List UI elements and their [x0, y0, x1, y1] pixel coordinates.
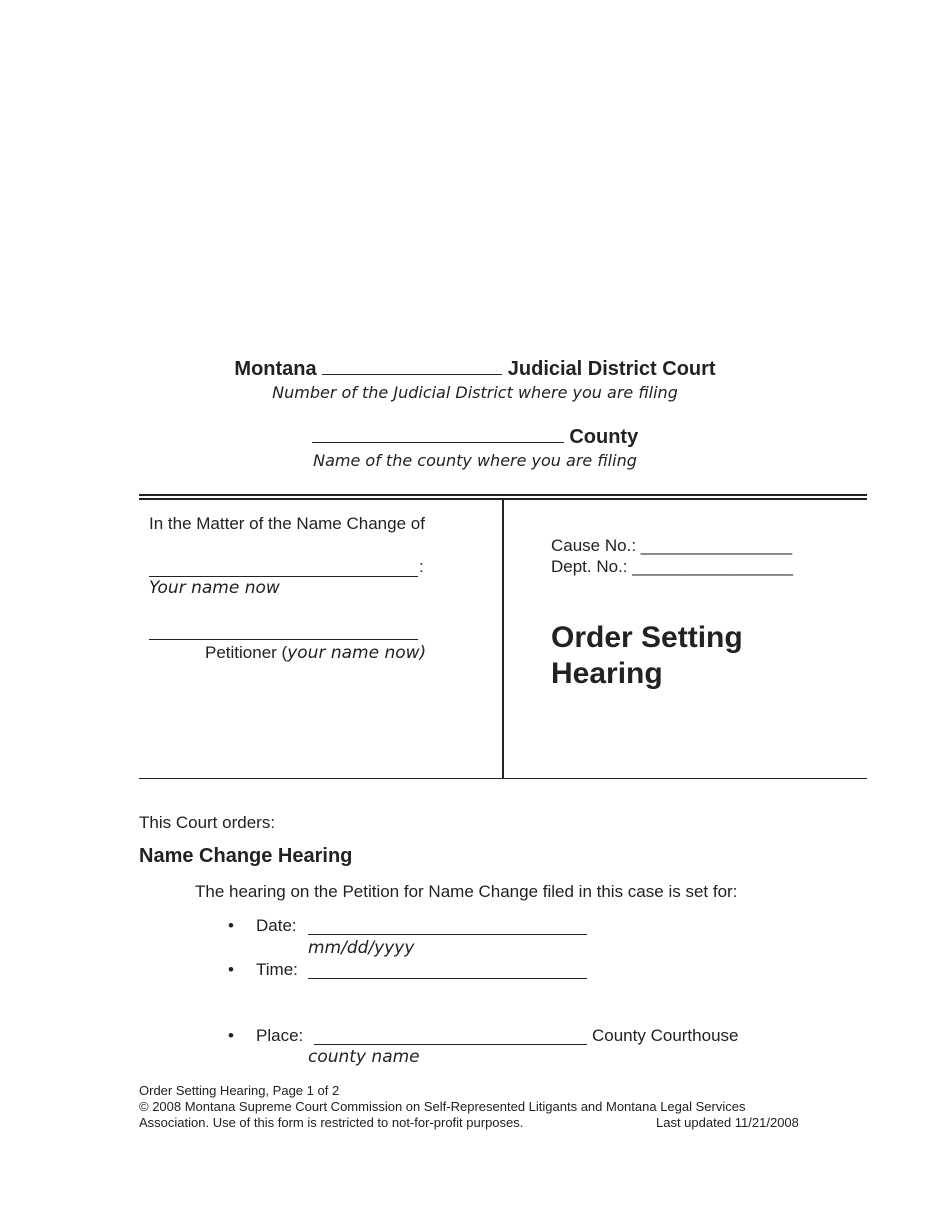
petitioner-line: [205, 643, 426, 663]
document-title: [551, 620, 743, 692]
place-label: Place:: [256, 1026, 304, 1045]
date-field[interactable]: [308, 934, 587, 935]
matter-label: In the Matter of the Name Change of: [149, 514, 425, 533]
petitioner-name-field[interactable]: [149, 639, 418, 640]
court-prefix: Montana: [234, 358, 317, 380]
caption-bottom-rule: [139, 778, 867, 779]
petitioner-label: Petitioner (: [205, 643, 288, 662]
date-bullet: •: [228, 916, 234, 935]
date-hint: mm/dd/yyyy: [308, 938, 415, 958]
judicial-district-blank[interactable]: [322, 374, 502, 375]
current-name-field[interactable]: [149, 576, 418, 577]
dept-number-field[interactable]: Dept. No.: _________________: [551, 557, 793, 576]
place-suffix: County Courthouse: [592, 1026, 739, 1045]
time-field[interactable]: [308, 978, 587, 979]
footer-page-info: Order Setting Hearing, Page 1 of 2: [139, 1083, 340, 1098]
county-heading: [0, 426, 950, 449]
hearing-sentence: The hearing on the Petition for Name Change filed in this case is set for:: [195, 882, 738, 901]
title-line-1: Order Setting: [551, 621, 743, 654]
title-line-2: Hearing: [551, 657, 663, 690]
court-heading: [0, 358, 950, 381]
section-heading: Name Change Hearing: [139, 845, 353, 867]
cause-number-field[interactable]: Cause No.: ________________: [551, 536, 793, 555]
county-hint: Name of the county where you are filing: [313, 451, 637, 470]
time-label: Time:: [256, 960, 298, 979]
footer-copyright-line-2: Association. Use of this form is restricted to not-for-profit purposes.: [139, 1115, 524, 1130]
court-orders-intro: This Court orders:: [139, 813, 276, 832]
footer-last-updated: Last updated 11/21/2008: [656, 1115, 799, 1130]
caption-top-rule-1: [139, 494, 867, 496]
court-hint: Number of the Judicial District where you are filing: [272, 383, 678, 402]
place-county-field[interactable]: [314, 1044, 587, 1045]
footer-copyright-line-1: © 2008 Montana Supreme Court Commission on Self-Represented Litigants and Montana Legal Services: [139, 1099, 746, 1114]
court-suffix: Judicial District Court: [507, 358, 716, 380]
petitioner-hint: your name now): [287, 643, 427, 663]
name-colon: :: [419, 557, 424, 576]
place-bullet: •: [228, 1026, 234, 1045]
caption-vertical-divider: [502, 498, 504, 779]
time-bullet: •: [228, 960, 234, 979]
place-hint: county name: [308, 1047, 420, 1067]
county-suffix: County: [569, 426, 639, 448]
county-blank[interactable]: [312, 442, 564, 443]
date-label: Date:: [256, 916, 297, 935]
name-hint: Your name now: [149, 578, 280, 598]
